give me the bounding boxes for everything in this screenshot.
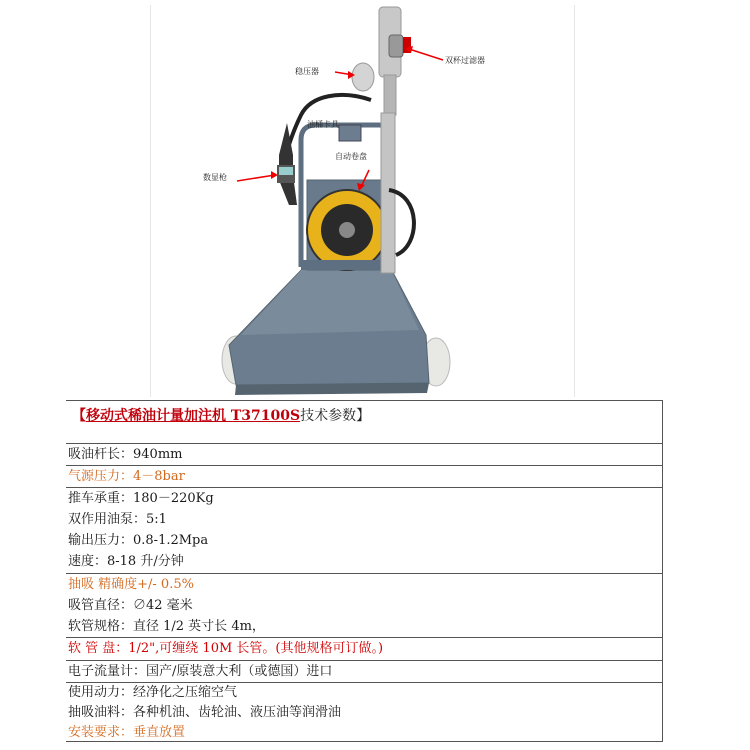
callout-digital-gun: 数显枪 xyxy=(203,173,227,182)
spec-table xyxy=(66,400,663,742)
spec-row xyxy=(66,574,663,638)
spec-title xyxy=(72,405,370,425)
spec-line: 推车承重：180－220Kg xyxy=(68,491,214,506)
spec-row xyxy=(66,444,663,466)
spec-row xyxy=(66,638,663,661)
spec-row xyxy=(66,661,663,683)
spec-line: 吸油杆长：940mm xyxy=(68,447,183,462)
spec-line: 双作用油泵：5:1 xyxy=(68,512,167,527)
spec-line: 使用动力：经净化之压缩空气 xyxy=(68,685,238,700)
spec-line: 抽吸 精确度+/- 0.5% xyxy=(68,577,194,592)
lubrication-cart-illustration xyxy=(151,5,576,397)
title-tail: 技术参数】 xyxy=(300,408,371,424)
callout-dual-filter: 双杯过滤器 xyxy=(445,56,485,65)
spec-line: 输出压力：0.8-1.2Mpa xyxy=(68,533,209,548)
spec-line: 气源压力：4－8bar xyxy=(68,469,185,484)
callout-auto-reel: 自动卷盘 xyxy=(335,152,367,161)
spec-line: 速度：8-18 升/分钟 xyxy=(68,554,184,569)
spec-line: 软管规格：直径 1/2 英寸长 4m， xyxy=(68,619,265,634)
spec-line: 软 管 盘：1/2",可缠绕 10M 长管。(其他规格可订做。) xyxy=(68,641,384,656)
title-open-bracket: 【 xyxy=(72,408,86,424)
spec-line: 吸管直径：∅42 毫米 xyxy=(68,598,193,613)
title-product-name: 移动式稀油计量加注机 T37100S xyxy=(86,408,301,424)
spec-row xyxy=(66,466,663,488)
product-photo xyxy=(150,5,575,397)
spec-row xyxy=(66,488,663,574)
spec-line: 电子流量计：国产/原装意大利（或德国）进口 xyxy=(68,664,333,679)
spec-line: 安装要求：垂直放置 xyxy=(68,725,186,740)
callout-regulator: 稳压器 xyxy=(295,67,319,76)
spec-line: 抽吸油料：各种机油、齿轮油、液压油等润滑油 xyxy=(68,705,342,720)
spec-row xyxy=(66,683,663,743)
callout-barrel-clamp: 油桶卡具 xyxy=(307,120,339,129)
spec-title-row xyxy=(66,401,663,444)
